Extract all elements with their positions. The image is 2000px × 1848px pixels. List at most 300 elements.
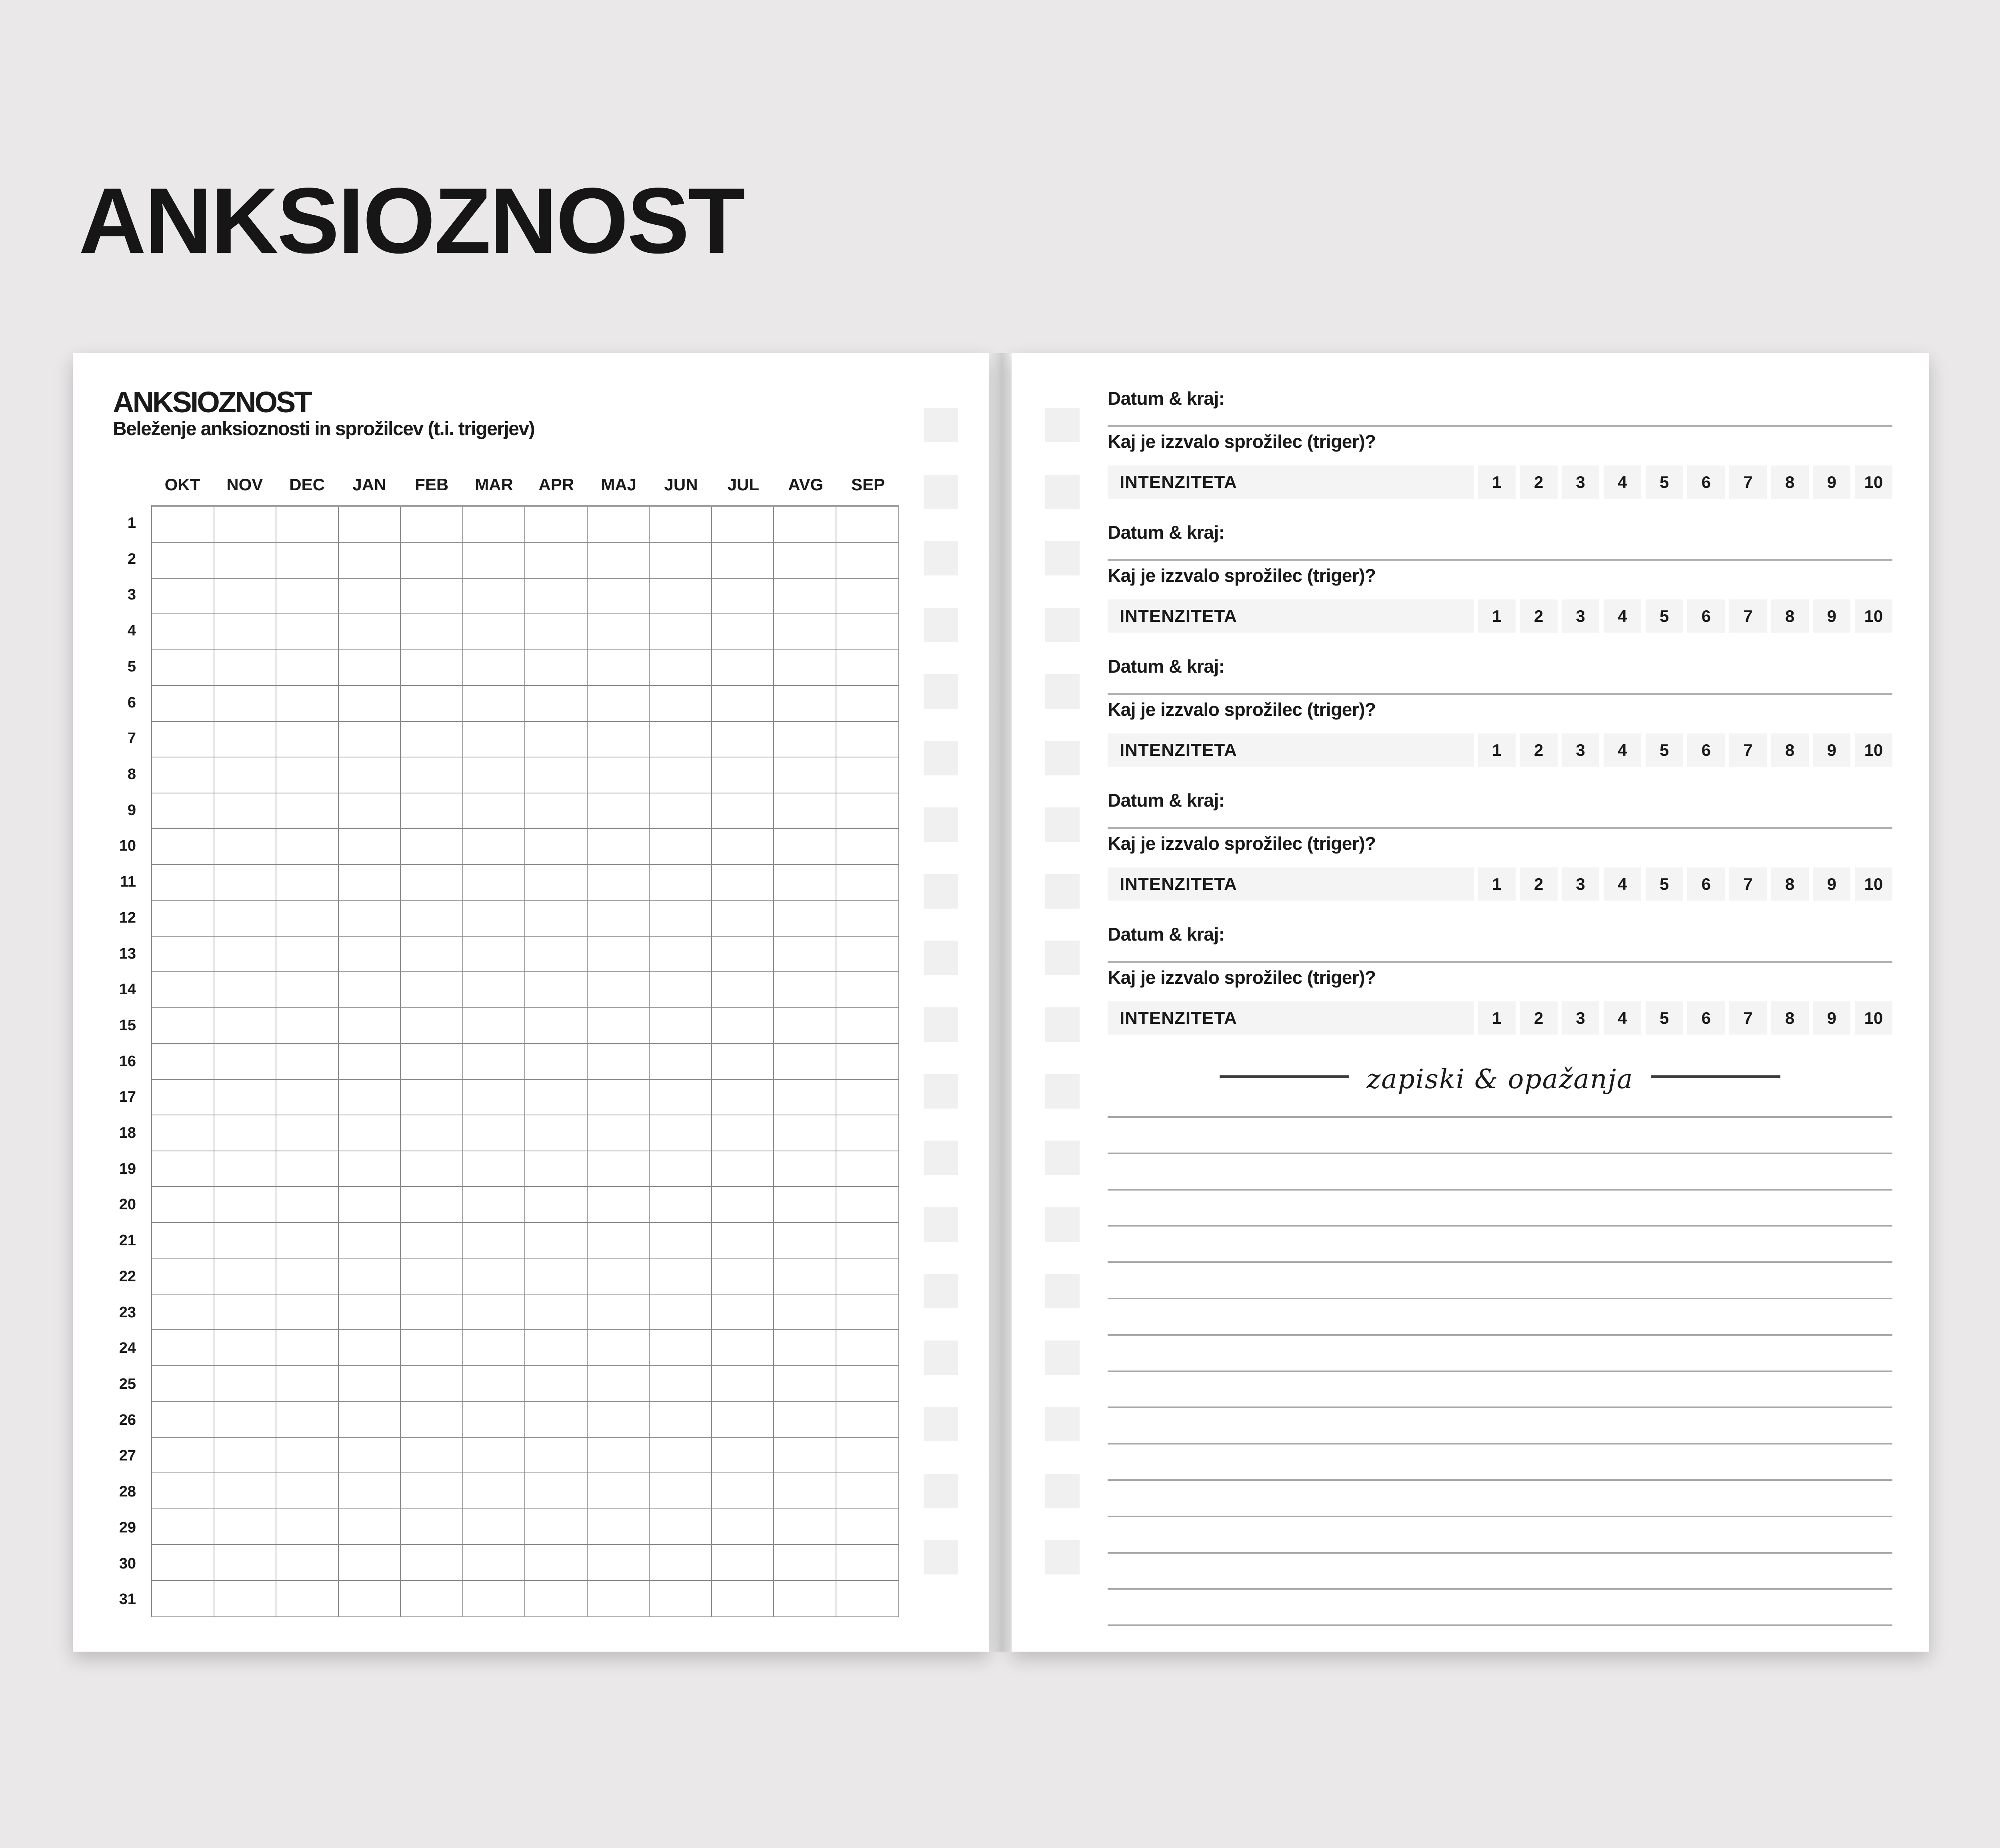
grid-cell[interactable] [463,1473,526,1509]
grid-cell[interactable] [650,1545,712,1580]
grid-cell[interactable] [588,1473,650,1509]
intensity-scale-cell-4[interactable]: 4 [1604,1001,1641,1035]
grid-cell[interactable] [463,1080,526,1115]
grid-cell[interactable] [774,686,836,721]
note-write-line[interactable] [1108,1552,1892,1554]
grid-cell[interactable] [836,650,899,686]
grid-cell[interactable] [276,650,339,686]
grid-cell[interactable] [401,1044,463,1079]
grid-cell[interactable] [712,650,774,686]
grid-cell[interactable] [712,543,774,578]
grid-cell[interactable] [774,757,836,793]
grid-cell[interactable] [836,1509,899,1545]
grid-cell[interactable] [463,1295,526,1330]
grid-cell[interactable] [836,972,899,1008]
grid-cell[interactable] [276,1151,339,1187]
grid-cell[interactable] [525,1330,588,1366]
grid-cell[interactable] [152,1330,214,1366]
grid-cell[interactable] [588,1115,650,1151]
intensity-scale-cell-1[interactable]: 1 [1478,733,1516,767]
date-place-input-line[interactable] [1108,827,1892,829]
grid-cell[interactable] [774,650,836,686]
grid-cell[interactable] [339,1438,401,1473]
grid-cell[interactable] [401,686,463,721]
intensity-scale-cell-4[interactable]: 4 [1604,733,1641,767]
note-write-line[interactable] [1108,1588,1892,1590]
grid-cell[interactable] [463,1187,526,1223]
intensity-scale-cell-9[interactable]: 9 [1813,867,1850,901]
grid-cell[interactable] [463,543,526,578]
grid-cell[interactable] [712,757,774,793]
grid-cell[interactable] [588,1366,650,1402]
grid-cell[interactable] [463,1438,526,1473]
grid-cell[interactable] [463,1330,526,1366]
grid-cell[interactable] [214,757,277,793]
grid-cell[interactable] [463,1008,526,1044]
grid-cell[interactable] [463,650,526,686]
grid-cell[interactable] [214,1545,277,1580]
grid-cell[interactable] [836,1115,899,1151]
grid-cell[interactable] [525,1366,588,1402]
date-place-input-line[interactable] [1108,693,1892,695]
grid-cell[interactable] [712,972,774,1008]
grid-cell[interactable] [463,937,526,972]
grid-cell[interactable] [339,650,401,686]
grid-cell[interactable] [276,1115,339,1151]
grid-cell[interactable] [774,507,836,543]
grid-cell[interactable] [463,1151,526,1187]
grid-cell[interactable] [712,1581,774,1616]
grid-cell[interactable] [836,1545,899,1580]
grid-cell[interactable] [525,1080,588,1115]
grid-cell[interactable] [152,937,214,972]
note-write-line[interactable] [1108,1624,1892,1626]
grid-cell[interactable] [774,793,836,829]
grid-cell[interactable] [339,507,401,543]
grid-cell[interactable] [214,722,277,757]
grid-cell[interactable] [463,1223,526,1259]
grid-cell[interactable] [463,829,526,865]
grid-cell[interactable] [276,1509,339,1545]
intensity-scale-cell-9[interactable]: 9 [1813,733,1850,767]
grid-cell[interactable] [276,1008,339,1044]
intensity-scale-cell-5[interactable]: 5 [1646,733,1683,767]
grid-cell[interactable] [836,579,899,614]
grid-cell[interactable] [339,1366,401,1402]
grid-cell[interactable] [214,1330,277,1366]
grid-cell[interactable] [214,614,277,650]
grid-cell[interactable] [276,1438,339,1473]
grid-cell[interactable] [339,1581,401,1616]
grid-cell[interactable] [836,614,899,650]
grid-cell[interactable] [152,793,214,829]
grid-cell[interactable] [214,972,277,1008]
note-write-line[interactable] [1108,1153,1892,1154]
grid-cell[interactable] [525,1581,588,1616]
note-write-line[interactable] [1108,1261,1892,1263]
grid-cell[interactable] [525,901,588,936]
grid-cell[interactable] [774,829,836,865]
grid-cell[interactable] [525,1473,588,1509]
grid-cell[interactable] [836,901,899,936]
grid-cell[interactable] [152,1366,214,1402]
intensity-scale-cell-4[interactable]: 4 [1604,465,1641,499]
grid-cell[interactable] [401,1115,463,1151]
note-write-line[interactable] [1108,1225,1892,1227]
grid-cell[interactable] [712,1080,774,1115]
grid-cell[interactable] [214,1509,277,1545]
grid-cell[interactable] [463,507,526,543]
note-write-line[interactable] [1108,1334,1892,1336]
intensity-scale-cell-4[interactable]: 4 [1604,599,1641,633]
grid-cell[interactable] [712,1008,774,1044]
grid-cell[interactable] [774,865,836,901]
grid-cell[interactable] [339,793,401,829]
grid-cell[interactable] [152,1223,214,1259]
grid-cell[interactable] [774,1366,836,1402]
grid-cell[interactable] [152,650,214,686]
grid-cell[interactable] [214,1473,277,1509]
grid-cell[interactable] [650,793,712,829]
intensity-scale-cell-10[interactable]: 10 [1855,599,1892,633]
grid-cell[interactable] [525,793,588,829]
grid-cell[interactable] [774,543,836,578]
intensity-scale-cell-7[interactable]: 7 [1729,465,1767,499]
grid-cell[interactable] [152,1581,214,1616]
grid-cell[interactable] [650,937,712,972]
grid-cell[interactable] [276,1330,339,1366]
grid-cell[interactable] [836,1330,899,1366]
grid-cell[interactable] [774,1509,836,1545]
grid-cell[interactable] [276,1545,339,1580]
date-place-input-line[interactable] [1108,425,1892,427]
grid-cell[interactable] [401,614,463,650]
grid-cell[interactable] [152,972,214,1008]
grid-cell[interactable] [650,1295,712,1330]
grid-cell[interactable] [836,1366,899,1402]
grid-cell[interactable] [401,1295,463,1330]
grid-cell[interactable] [152,1295,214,1330]
grid-cell[interactable] [276,579,339,614]
intensity-scale-cell-10[interactable]: 10 [1855,733,1892,767]
grid-cell[interactable] [339,1044,401,1079]
grid-cell[interactable] [401,650,463,686]
grid-cell[interactable] [774,1438,836,1473]
grid-cell[interactable] [712,1473,774,1509]
grid-cell[interactable] [650,614,712,650]
grid-cell[interactable] [339,722,401,757]
grid-cell[interactable] [463,1259,526,1294]
grid-cell[interactable] [339,1080,401,1115]
grid-cell[interactable] [276,829,339,865]
intensity-scale-cell-2[interactable]: 2 [1520,465,1558,499]
grid-cell[interactable] [712,1151,774,1187]
grid-cell[interactable] [152,722,214,757]
grid-cell[interactable] [588,1044,650,1079]
grid-cell[interactable] [463,686,526,721]
grid-cell[interactable] [463,1545,526,1580]
grid-cell[interactable] [339,757,401,793]
grid-cell[interactable] [525,1223,588,1259]
grid-cell[interactable] [588,1545,650,1580]
grid-cell[interactable] [401,1509,463,1545]
grid-cell[interactable] [525,1044,588,1079]
grid-cell[interactable] [774,972,836,1008]
grid-cell[interactable] [836,1438,899,1473]
intensity-scale-cell-7[interactable]: 7 [1729,1001,1767,1035]
grid-cell[interactable] [650,1581,712,1616]
grid-cell[interactable] [650,1438,712,1473]
grid-cell[interactable] [836,1187,899,1223]
grid-cell[interactable] [836,1259,899,1294]
grid-cell[interactable] [401,1366,463,1402]
note-write-line[interactable] [1108,1516,1892,1517]
grid-cell[interactable] [152,829,214,865]
grid-cell[interactable] [525,1509,588,1545]
grid-cell[interactable] [836,1080,899,1115]
grid-cell[interactable] [401,1151,463,1187]
intensity-scale-cell-5[interactable]: 5 [1646,1001,1683,1035]
grid-cell[interactable] [339,543,401,578]
grid-cell[interactable] [836,829,899,865]
grid-cell[interactable] [214,1438,277,1473]
grid-cell[interactable] [712,829,774,865]
grid-cell[interactable] [588,1581,650,1616]
grid-cell[interactable] [588,937,650,972]
grid-cell[interactable] [463,1115,526,1151]
grid-cell[interactable] [214,937,277,972]
grid-cell[interactable] [525,937,588,972]
intensity-scale-cell-5[interactable]: 5 [1646,867,1683,901]
intensity-scale-cell-2[interactable]: 2 [1520,599,1558,633]
grid-cell[interactable] [276,1080,339,1115]
grid-cell[interactable] [152,614,214,650]
grid-cell[interactable] [650,543,712,578]
intensity-scale-cell-8[interactable]: 8 [1771,1001,1809,1035]
grid-cell[interactable] [525,1545,588,1580]
grid-cell[interactable] [214,507,277,543]
intensity-scale-cell-1[interactable]: 1 [1478,599,1516,633]
grid-cell[interactable] [525,507,588,543]
grid-cell[interactable] [712,865,774,901]
intensity-scale-cell-10[interactable]: 10 [1855,465,1892,499]
intensity-scale-cell-5[interactable]: 5 [1646,599,1683,633]
grid-cell[interactable] [339,686,401,721]
grid-cell[interactable] [650,1366,712,1402]
intensity-scale-cell-2[interactable]: 2 [1520,1001,1558,1035]
grid-cell[interactable] [339,1151,401,1187]
grid-cell[interactable] [836,1581,899,1616]
grid-cell[interactable] [712,1295,774,1330]
grid-cell[interactable] [463,1044,526,1079]
grid-cell[interactable] [401,1223,463,1259]
intensity-scale-cell-7[interactable]: 7 [1729,733,1767,767]
grid-cell[interactable] [525,1151,588,1187]
grid-cell[interactable] [712,1509,774,1545]
note-write-line[interactable] [1108,1479,1892,1481]
intensity-scale-cell-7[interactable]: 7 [1729,867,1767,901]
grid-cell[interactable] [401,1581,463,1616]
grid-cell[interactable] [401,901,463,936]
grid-cell[interactable] [774,1259,836,1294]
grid-cell[interactable] [588,650,650,686]
grid-cell[interactable] [712,1044,774,1079]
grid-cell[interactable] [650,1330,712,1366]
grid-cell[interactable] [276,1187,339,1223]
grid-cell[interactable] [214,1044,277,1079]
grid-cell[interactable] [276,507,339,543]
grid-cell[interactable] [339,1509,401,1545]
grid-cell[interactable] [712,937,774,972]
grid-cell[interactable] [339,1259,401,1294]
grid-cell[interactable] [339,1545,401,1580]
intensity-scale-cell-10[interactable]: 10 [1855,1001,1892,1035]
grid-cell[interactable] [339,937,401,972]
grid-cell[interactable] [152,1151,214,1187]
grid-cell[interactable] [774,1115,836,1151]
grid-cell[interactable] [214,1259,277,1294]
grid-cell[interactable] [836,507,899,543]
grid-cell[interactable] [588,614,650,650]
grid-cell[interactable] [836,865,899,901]
grid-cell[interactable] [401,1080,463,1115]
grid-cell[interactable] [650,1402,712,1437]
grid-cell[interactable] [774,1044,836,1079]
grid-cell[interactable] [339,1473,401,1509]
grid-cell[interactable] [339,579,401,614]
grid-cell[interactable] [588,1509,650,1545]
grid-cell[interactable] [588,972,650,1008]
grid-cell[interactable] [463,972,526,1008]
grid-cell[interactable] [339,1330,401,1366]
grid-cell[interactable] [339,1402,401,1437]
grid-cell[interactable] [401,793,463,829]
grid-cell[interactable] [401,757,463,793]
grid-cell[interactable] [214,686,277,721]
grid-cell[interactable] [401,579,463,614]
grid-cell[interactable] [339,1295,401,1330]
grid-cell[interactable] [774,1473,836,1509]
grid-cell[interactable] [774,579,836,614]
intensity-scale-cell-2[interactable]: 2 [1520,867,1558,901]
grid-cell[interactable] [525,686,588,721]
grid-cell[interactable] [712,507,774,543]
intensity-scale-cell-8[interactable]: 8 [1771,465,1809,499]
grid-cell[interactable] [339,1115,401,1151]
grid-cell[interactable] [588,1259,650,1294]
grid-cell[interactable] [525,614,588,650]
grid-cell[interactable] [774,1080,836,1115]
grid-cell[interactable] [588,1330,650,1366]
grid-cell[interactable] [650,1151,712,1187]
intensity-scale-cell-7[interactable]: 7 [1729,599,1767,633]
intensity-scale-cell-6[interactable]: 6 [1687,599,1725,633]
grid-cell[interactable] [152,1259,214,1294]
grid-cell[interactable] [836,937,899,972]
grid-cell[interactable] [525,829,588,865]
grid-cell[interactable] [836,543,899,578]
grid-cell[interactable] [463,865,526,901]
grid-cell[interactable] [525,579,588,614]
grid-cell[interactable] [712,1223,774,1259]
grid-cell[interactable] [650,1115,712,1151]
grid-cell[interactable] [712,722,774,757]
grid-cell[interactable] [276,757,339,793]
grid-cell[interactable] [401,1473,463,1509]
intensity-scale-cell-9[interactable]: 9 [1813,599,1850,633]
grid-cell[interactable] [276,1259,339,1294]
grid-cell[interactable] [401,937,463,972]
grid-cell[interactable] [650,972,712,1008]
grid-cell[interactable] [650,1044,712,1079]
intensity-scale-cell-10[interactable]: 10 [1855,867,1892,901]
grid-cell[interactable] [525,543,588,578]
grid-cell[interactable] [276,972,339,1008]
grid-cell[interactable] [525,650,588,686]
intensity-scale-cell-6[interactable]: 6 [1687,733,1725,767]
intensity-scale-cell-6[interactable]: 6 [1687,867,1725,901]
grid-cell[interactable] [774,1295,836,1330]
grid-cell[interactable] [712,1545,774,1580]
grid-cell[interactable] [588,579,650,614]
grid-cell[interactable] [214,1223,277,1259]
date-place-input-line[interactable] [1108,559,1892,561]
grid-cell[interactable] [152,757,214,793]
grid-cell[interactable] [588,865,650,901]
grid-cell[interactable] [712,1330,774,1366]
grid-cell[interactable] [650,686,712,721]
grid-cell[interactable] [276,1581,339,1616]
grid-cell[interactable] [463,722,526,757]
grid-cell[interactable] [712,614,774,650]
grid-cell[interactable] [650,1187,712,1223]
grid-cell[interactable] [650,1008,712,1044]
grid-cell[interactable] [276,901,339,936]
grid-cell[interactable] [214,650,277,686]
grid-cell[interactable] [588,507,650,543]
grid-cell[interactable] [152,1115,214,1151]
grid-cell[interactable] [214,1115,277,1151]
grid-cell[interactable] [588,1187,650,1223]
intensity-scale-cell-6[interactable]: 6 [1687,465,1725,499]
grid-cell[interactable] [712,901,774,936]
intensity-scale-cell-5[interactable]: 5 [1646,465,1683,499]
grid-cell[interactable] [525,757,588,793]
grid-cell[interactable] [401,1545,463,1580]
grid-cell[interactable] [588,793,650,829]
grid-cell[interactable] [650,901,712,936]
grid-cell[interactable] [339,1223,401,1259]
note-write-line[interactable] [1108,1371,1892,1372]
grid-cell[interactable] [214,1151,277,1187]
grid-cell[interactable] [712,793,774,829]
intensity-scale-cell-6[interactable]: 6 [1687,1001,1725,1035]
grid-cell[interactable] [152,579,214,614]
grid-cell[interactable] [525,1438,588,1473]
grid-cell[interactable] [339,972,401,1008]
grid-cell[interactable] [152,901,214,936]
grid-cell[interactable] [836,1151,899,1187]
grid-cell[interactable] [276,1223,339,1259]
grid-cell[interactable] [712,579,774,614]
grid-cell[interactable] [276,614,339,650]
grid-cell[interactable] [525,722,588,757]
grid-cell[interactable] [276,1295,339,1330]
grid-cell[interactable] [525,865,588,901]
grid-cell[interactable] [214,1366,277,1402]
grid-cell[interactable] [214,1295,277,1330]
grid-cell[interactable] [152,1080,214,1115]
